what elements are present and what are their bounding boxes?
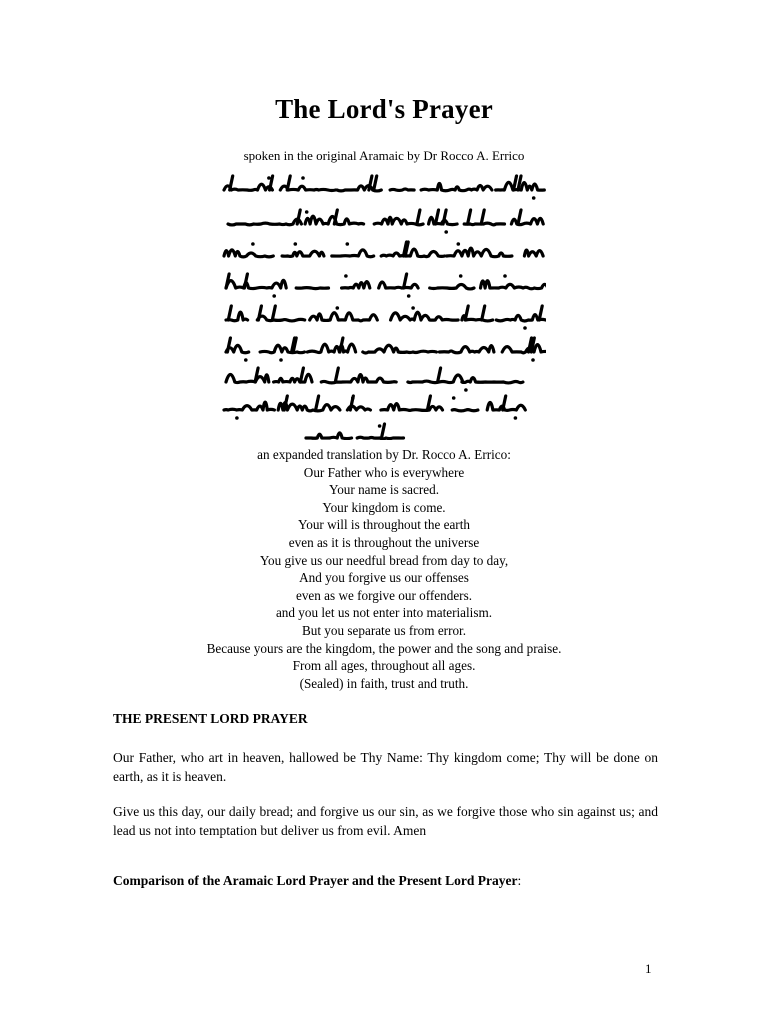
translation-line: And you forgive us our offenses <box>299 570 469 586</box>
aramaic-dot <box>301 176 305 180</box>
aramaic-script-image <box>220 168 546 440</box>
page-title: The Lord's Prayer <box>275 94 493 124</box>
aramaic-glyph-stroke <box>230 176 233 190</box>
aramaic-dot <box>251 242 255 246</box>
aramaic-glyph-stroke <box>227 338 230 352</box>
aramaic-glyph-stroke <box>421 183 492 190</box>
aramaic-dot <box>523 326 527 330</box>
aramaic-glyph-stroke <box>482 306 485 320</box>
aramaic-glyph-stroke <box>226 374 269 382</box>
aramaic-glyph-stroke <box>287 176 290 190</box>
aramaic-dot <box>464 388 468 392</box>
aramaic-glyph-stroke <box>464 223 504 225</box>
aramaic-glyph-stroke <box>462 378 523 383</box>
aramaic-glyph-stroke <box>226 274 229 288</box>
aramaic-dot <box>279 358 283 362</box>
aramaic-glyph-stroke <box>332 250 374 257</box>
aramaic-glyph-stroke <box>316 396 319 410</box>
aramaic-glyph-stroke <box>518 210 521 224</box>
aramaic-glyph-stroke <box>224 402 274 410</box>
aramaic-dot <box>503 274 507 278</box>
aramaic-glyph-stroke <box>374 176 377 190</box>
aramaic-glyph-stroke <box>438 368 441 382</box>
aramaic-dot <box>351 396 355 400</box>
aramaic-dot <box>235 416 239 420</box>
comparison-heading <box>113 873 521 889</box>
aramaic-dot <box>272 294 276 298</box>
aramaic-dot <box>305 210 309 214</box>
aramaic-glyph-stroke <box>465 306 468 320</box>
aramaic-glyph-stroke <box>257 316 304 321</box>
aramaic-dot <box>407 294 411 298</box>
aramaic-glyph-stroke <box>306 433 352 439</box>
translation-line: Your will is throughout the earth <box>298 517 470 533</box>
present-prayer-paragraph-2: Give us this day, our daily bread; and forgive us our sin, as we forgive those who sin against us; and lead us not into temptation but deliver us from evil. Amen <box>113 804 658 838</box>
translation-line: But you separate us from error. <box>301 622 467 638</box>
aramaic-dot <box>336 306 340 310</box>
aramaic-glyph-stroke <box>307 344 355 352</box>
aramaic-glyph-stroke <box>404 274 407 288</box>
aramaic-dot <box>532 196 536 200</box>
subtitle: spoken in the original Aramaic by Dr Rocco A. Errico <box>243 148 525 163</box>
aramaic-glyph-stroke <box>481 210 484 224</box>
aramaic-glyph-stroke <box>524 250 543 256</box>
aramaic-glyph-stroke <box>226 280 286 288</box>
aramaic-dot <box>514 416 518 420</box>
aramaic-dot <box>411 306 415 310</box>
page-number: 1 <box>645 961 652 976</box>
aramaic-glyph-stroke <box>502 345 546 353</box>
aramaic-glyph-stroke <box>296 288 328 289</box>
aramaic-glyph-stroke <box>481 281 547 289</box>
aramaic-dot <box>244 358 248 362</box>
aramaic-glyph-stroke <box>300 368 303 382</box>
aramaic-dot <box>267 176 271 180</box>
aramaic-dot <box>344 274 348 278</box>
aramaic-glyph-stroke <box>278 403 340 411</box>
aramaic-glyph-stroke <box>447 248 512 257</box>
aramaic-glyph-stroke <box>390 189 414 190</box>
translation-line: Your name is sacred. <box>329 482 439 498</box>
aramaic-glyph-stroke <box>468 210 471 224</box>
aramaic-glyph-stroke <box>382 424 385 438</box>
expanded-translation <box>0 446 768 692</box>
aramaic-glyph-stroke <box>363 345 437 353</box>
translation-line: Your kingdom is come. <box>322 499 446 515</box>
translation-line: Because yours are the kingdom, the power and the song and praise. <box>206 640 562 656</box>
translation-line: You give us our needful bread from day to day, <box>259 552 509 568</box>
aramaic-glyph-stroke <box>381 404 443 411</box>
translation-line: even as we forgive our offenders. <box>295 587 472 603</box>
comparison-heading-text: Comparison of the Aramaic Lord Prayer and the Present Lord Prayer <box>113 873 518 888</box>
aramaic-dot <box>457 242 461 246</box>
section-heading: THE PRESENT LORD PRAYER <box>113 711 308 726</box>
aramaic-glyph-stroke <box>511 218 543 224</box>
aramaic-glyph-stroke <box>342 282 370 288</box>
aramaic-glyph-stroke <box>321 375 396 383</box>
aramaic-glyph-stroke <box>408 375 463 383</box>
aramaic-glyph-stroke <box>228 219 301 225</box>
aramaic-dot <box>346 242 350 246</box>
translation-line: an expanded translation by Dr. Rocco A. Errico: <box>257 447 511 462</box>
aramaic-glyph-stroke <box>260 345 304 353</box>
comparison-colon: : <box>517 873 522 888</box>
aramaic-glyph-stroke <box>436 210 439 224</box>
aramaic-dot <box>452 396 456 400</box>
aramaic-glyph-stroke <box>282 251 324 256</box>
translation-line: even as it is throughout the universe <box>288 534 480 550</box>
aramaic-glyph-stroke <box>381 249 444 257</box>
present-prayer-paragraph-1: Our Father, who art in heaven, hallowed be Thy Name: Thy kingdom come; Thy will be done on earth, as it is heaven. <box>113 750 658 784</box>
aramaic-glyph-stroke <box>379 282 418 288</box>
translation-line: From all ages, throughout all ages. <box>292 658 476 674</box>
translation-line: (Sealed) in faith, trust and truth. <box>299 675 469 691</box>
aramaic-glyph-stroke <box>335 368 338 382</box>
aramaic-glyph-stroke <box>430 285 474 289</box>
translation-line: Our Father who is everywhere <box>303 464 465 480</box>
aramaic-glyph-stroke <box>272 306 275 320</box>
aramaic-glyph-stroke <box>274 374 312 382</box>
aramaic-dot <box>378 424 382 428</box>
translation-line: and you let us not enter into materialism. <box>275 605 493 621</box>
aramaic-dot <box>444 230 448 234</box>
aramaic-glyph-stroke <box>391 312 459 320</box>
aramaic-glyph-stroke <box>487 402 525 410</box>
aramaic-glyph-stroke <box>228 306 231 320</box>
aramaic-dot <box>294 242 298 246</box>
aramaic-glyph-stroke <box>310 313 378 321</box>
aramaic-glyph-stroke <box>440 346 494 353</box>
aramaic-glyph-stroke <box>452 410 478 411</box>
aramaic-glyph-stroke <box>224 250 273 257</box>
aramaic-glyph-stroke <box>417 210 420 224</box>
aramaic-dot <box>531 358 535 362</box>
aramaic-dot <box>459 274 463 278</box>
aramaic-glyph-stroke <box>514 176 517 190</box>
